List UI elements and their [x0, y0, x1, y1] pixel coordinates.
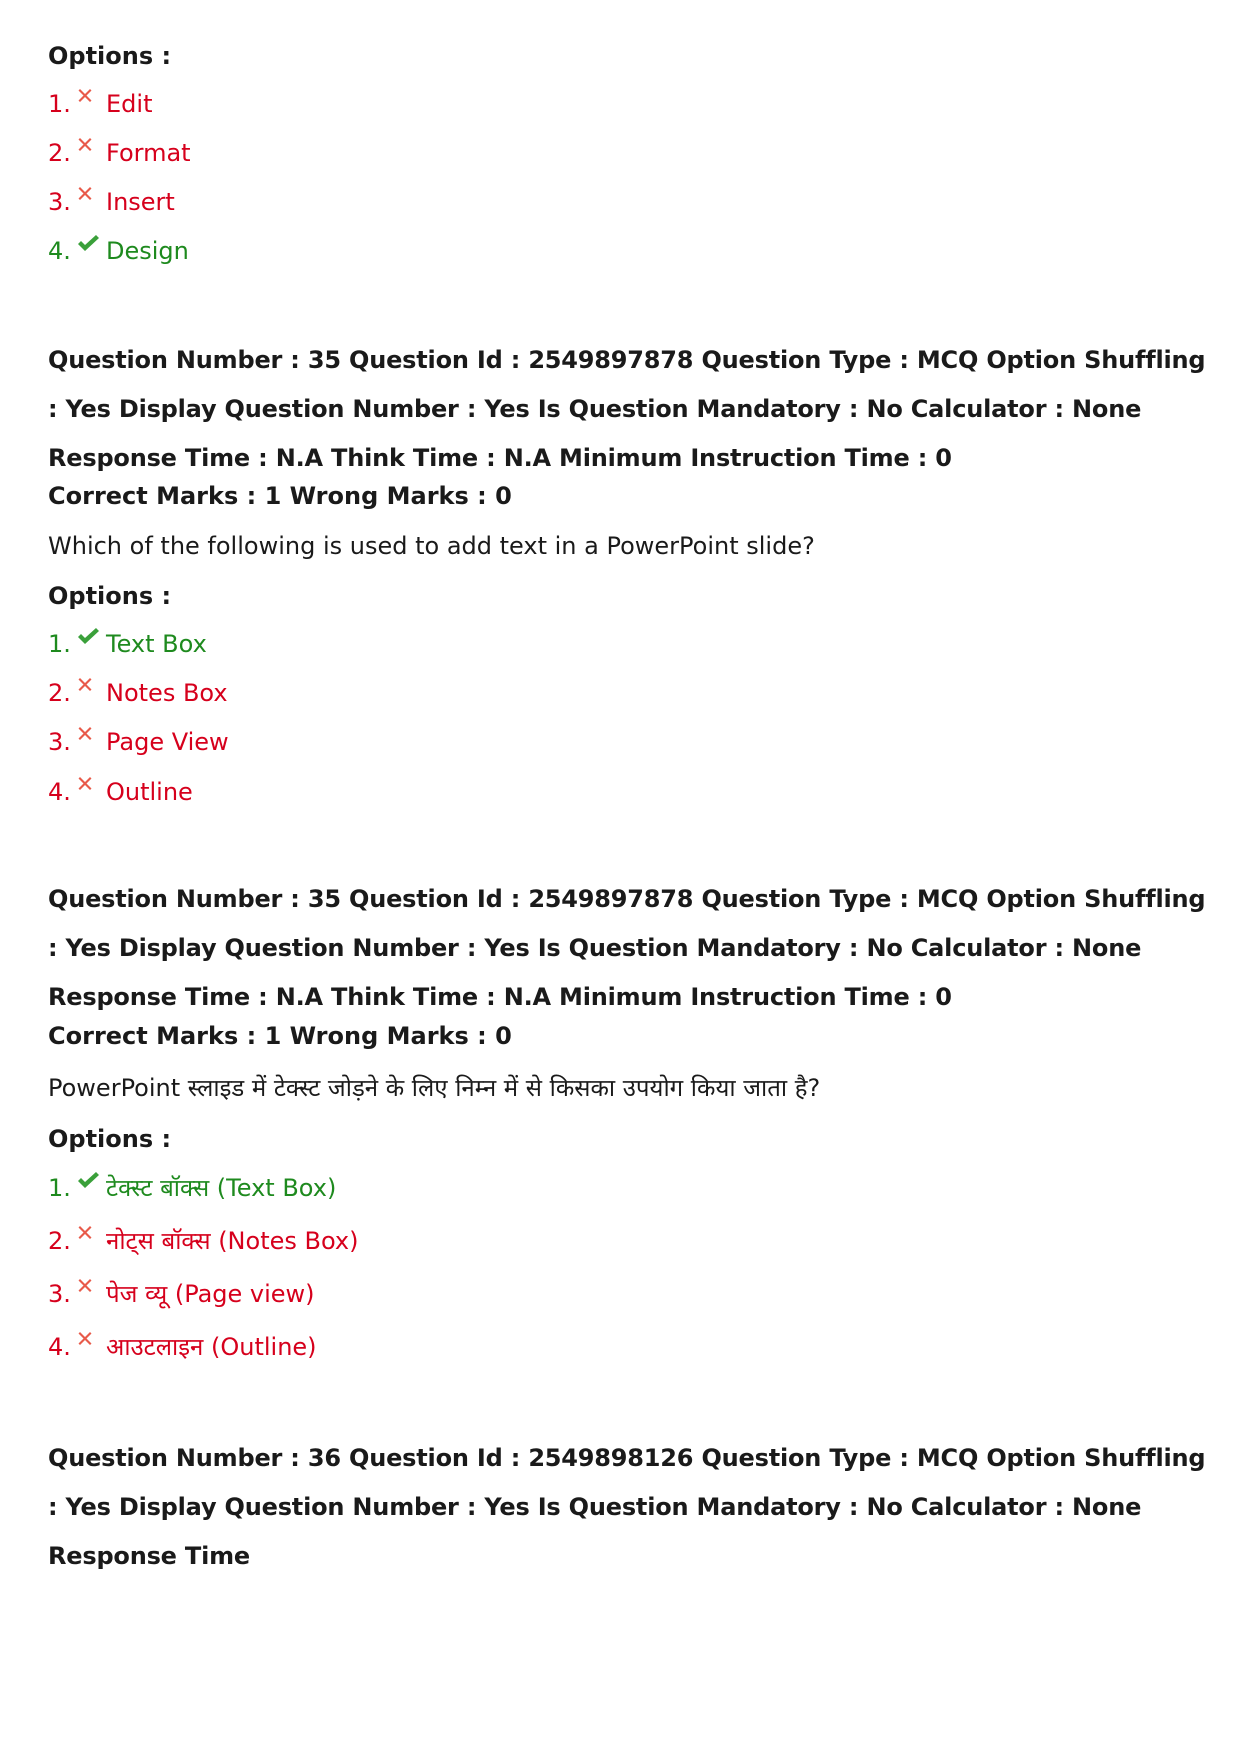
cross-icon — [76, 1282, 106, 1306]
option-number: 1. — [48, 630, 71, 658]
option-text: आउटलाइन (Outline) — [106, 1333, 317, 1361]
option-item — [48, 237, 189, 266]
check-icon — [76, 632, 106, 656]
option-item — [48, 1333, 317, 1362]
option-number: 1. — [48, 1174, 71, 1202]
option-number: 4. — [48, 237, 71, 265]
option-item — [48, 1227, 358, 1256]
option-text: Notes Box — [106, 679, 228, 707]
marks-info: Correct Marks : 1 Wrong Marks : 0 — [48, 1022, 512, 1050]
question-header: Question Number : 35 Question Id : 2549897878 Question Type : MCQ Option Shuffling : Yes Display Question Number : Yes Is Question Mandatory : No Calculator : None Response Time : N.A Think Time : N.A Minimum Instruction Time : 0 — [48, 885, 1206, 1011]
option-number: 4. — [48, 1333, 71, 1361]
option-item — [48, 679, 228, 708]
cross-icon — [76, 92, 106, 116]
question-header: Question Number : 36 Question Id : 2549898126 Question Type : MCQ Option Shuffling : Yes Display Question Number : Yes Is Question Mandatory : No Calculator : None Response Time — [48, 1444, 1206, 1570]
option-number: 3. — [48, 1280, 71, 1308]
options-label: Options : — [48, 1125, 172, 1153]
option-text: Outline — [106, 778, 193, 806]
question-header: Question Number : 35 Question Id : 2549897878 Question Type : MCQ Option Shuffling : Yes Display Question Number : Yes Is Question Mandatory : No Calculator : None Response Time : N.A Think Time : N.A Minimum Instruction Time : 0 — [48, 346, 1206, 472]
cross-icon — [76, 141, 106, 165]
option-item — [48, 90, 152, 119]
option-text: नोट्स बॉक्स (Notes Box) — [106, 1227, 359, 1255]
option-text: Design — [106, 237, 189, 265]
options-label: Options : — [48, 42, 172, 70]
cross-icon — [76, 780, 106, 804]
option-item — [48, 139, 191, 168]
cross-icon — [76, 1229, 106, 1253]
option-number: 4. — [48, 778, 71, 806]
cross-icon — [76, 730, 106, 754]
question-text: Which of the following is used to add text in a PowerPoint slide? — [48, 532, 815, 560]
option-item — [48, 1174, 336, 1203]
option-item — [48, 778, 193, 807]
option-number: 2. — [48, 679, 71, 707]
marks-info: Correct Marks : 1 Wrong Marks : 0 — [48, 482, 512, 510]
option-text: Edit — [106, 90, 153, 118]
option-item — [48, 1280, 315, 1309]
cross-icon — [76, 190, 106, 214]
options-label: Options : — [48, 582, 172, 610]
option-text: Text Box — [106, 630, 207, 658]
question-text: PowerPoint स्लाइड में टेक्स्ट जोड़ने के लिए निम्न में से किसका उपयोग किया जाता है? — [48, 1074, 821, 1102]
option-text: Insert — [106, 188, 175, 216]
option-number: 2. — [48, 139, 71, 167]
cross-icon — [76, 681, 106, 705]
check-icon — [76, 239, 106, 263]
option-item — [48, 630, 207, 659]
option-number: 1. — [48, 90, 71, 118]
check-icon — [76, 1176, 106, 1200]
option-number: 3. — [48, 728, 71, 756]
option-number: 2. — [48, 1227, 71, 1255]
option-text: Page View — [106, 728, 229, 756]
option-number: 3. — [48, 188, 71, 216]
option-text: Format — [106, 139, 191, 167]
option-item — [48, 728, 229, 757]
option-text: पेज व्यू (Page view) — [106, 1280, 315, 1308]
option-item — [48, 188, 175, 217]
option-text: टेक्स्ट बॉक्स (Text Box) — [106, 1174, 337, 1202]
cross-icon — [76, 1335, 106, 1359]
